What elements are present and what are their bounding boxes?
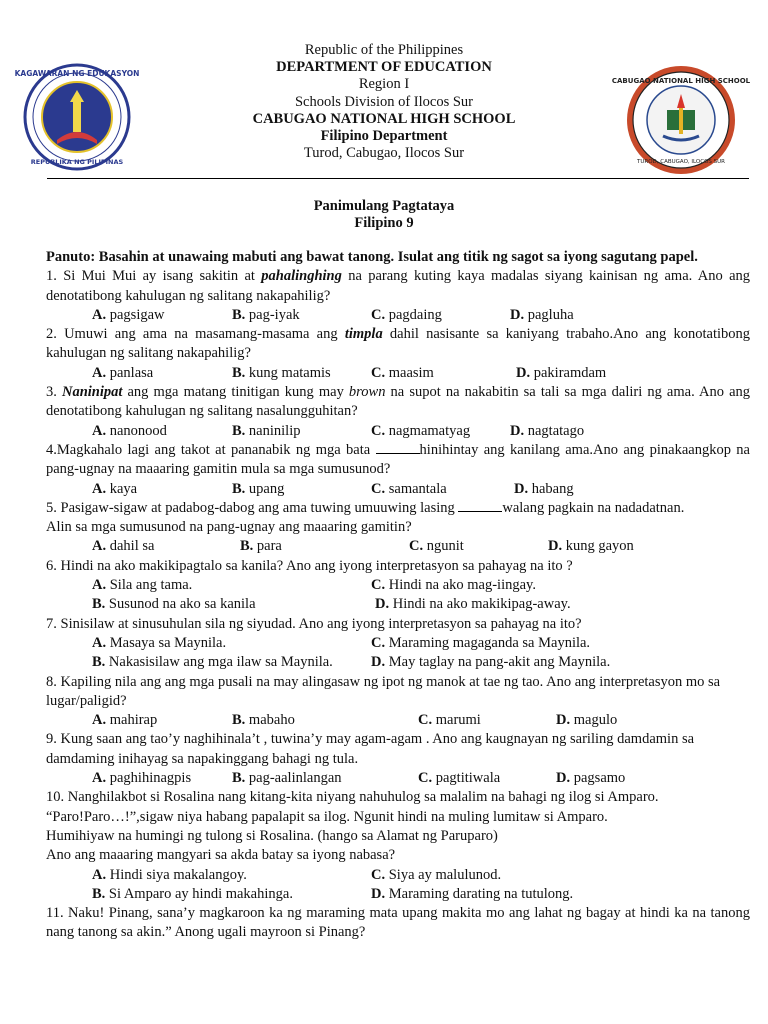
svg-text:KAGAWARAN NG EDUKASYON: KAGAWARAN NG EDUKASYON	[14, 69, 140, 78]
title-line-2: Filipino 9	[354, 215, 414, 231]
letterhead	[0, 42, 768, 162]
choices-7-row2: B. Nakasisilaw ang mga ilaw sa Maynila. D. May taglay na pang-akit ang Maynila.	[92, 654, 611, 671]
choices-9: A. paghihinagpis B. pag-aalinlangan C. pagtitiwala D. pagsamo	[92, 770, 626, 787]
question-4: 4.Magkahalo lagi ang takot at pananabik ng mga bata hinihintay ang kanilang ama.Ano ang pinakaangkop na pang-ugnay na maaaring gamitin mula sa mga sumusunod?	[46, 441, 750, 478]
department-name: Filipino Department	[320, 128, 448, 145]
header-divider	[47, 178, 749, 179]
address-line: Turod, Cabugao, Ilocos Sur	[303, 145, 465, 162]
choices-6-row1: A. Sila ang tama. C. Hindi na ako mag-iingay.	[92, 577, 536, 594]
svg-text:TUROD, CABUGAO, ILOCOS SUR: TUROD, CABUGAO, ILOCOS SUR	[637, 159, 725, 165]
department-line: DEPARTMENT OF EDUCATION	[276, 59, 492, 76]
question-5: 5. Pasigaw-sigaw at padabog-dabog ang ama tuwing umuuwing lasing walang pagkain na nadadatnan.	[46, 499, 685, 516]
division-line: Schools Division of Ilocos Sur	[294, 93, 474, 110]
question-9: 9. Kung saan ang tao’y naghihinala’t , tuwina’y may agam-agam . Ano ang kaugnayan ng sariling damdamin sa damdaming inihayag sa napakinggang bahagi ng tula.	[46, 731, 695, 767]
choices-4: A. kaya B. upang C. samantala D. habang	[92, 480, 574, 497]
title-line-1: Panimulang Pagtataya	[313, 198, 455, 214]
choices-10-row1: A. Hindi siya makalangoy. C. Siya ay malulunod.	[92, 866, 502, 883]
instructions: Panuto: Basahin at unawaing mabuti ang bawat tanong. Isulat ang titik ng sagot sa iyong sagutang papel.	[46, 249, 698, 265]
choices-1: A. pagsigaw B. pag-iyak C. pagdaing D. pagluha	[92, 306, 574, 323]
questions	[46, 248, 750, 943]
choices-6-row2: B. Susunod na ako sa kanila D. Hindi na ako makikipag-away.	[92, 596, 571, 613]
region-line: Region I	[358, 76, 410, 93]
choices-7-row1: A. Masaya sa Maynila. C. Maraming magaganda sa Maynila.	[92, 634, 591, 651]
choices-10-row2: B. Si Amparo ay hindi makahinga. D. Maraming darating na tutulong.	[92, 885, 574, 902]
test-title	[0, 198, 768, 232]
question-10-line-4: Ano ang maaaring mangyari sa akda batay sa iyong nabasa?	[46, 847, 396, 864]
choices-2: A. panlasa B. kung matamis C. maasim D. pakiramdam	[92, 364, 607, 381]
choices-8: A. mahirap B. mabaho C. marumi D. magulo	[92, 712, 618, 729]
question-5-prompt: Alin sa mga sumusunod na pang-ugnay ang maaaring gamitin?	[46, 519, 412, 536]
question-8: 8. Kapiling nila ang ang mga pusali na may alingasaw ng ipot ng manok at tae ng tao. Ano ang interpretasyon mo sa lugar/paligid?	[46, 673, 721, 709]
question-1: 1. Si Mui Mui ay isang sakitin at pahalinghing na parang kuting kaya madalas siyang kainisan ng ama. Ano ang denotatibong kahulugan ng salitang nakapahilig?	[46, 268, 750, 304]
school-name: CABUGAO NATIONAL HIGH SCHOOL	[252, 110, 516, 127]
question-6: 6. Hindi na ako makikipagtalo sa kanila? Ano ang iyong interpretasyon sa pahayag na ito ?	[46, 557, 573, 574]
answer-blank	[458, 511, 502, 512]
svg-text:REPUBLIKA NG PILIPINAS: REPUBLIKA NG PILIPINAS	[30, 158, 124, 166]
question-10-line-2: “Paro!Paro…!”,sigaw niya habang papalapit sa ilog. Ngunit hindi na muling lumitaw si Amparo.	[46, 808, 608, 825]
question-3: 3. Naninipat ang mga matang tinitigan kung may brown na supot na nakabitin sa tali sa mga daliri ng ama. Ano ang denotatibong kahulugan ng salitang nasalungguhitan?	[46, 384, 750, 420]
answer-blank	[376, 453, 420, 454]
choices-5: A. dahil sa B. para C. ngunit D. kung gayon	[92, 538, 634, 555]
question-11: 11. Naku! Pinang, sana’y magkaroon ka ng maraming mata upang makita mo ang lahat ng bagay at hindi ka na tanong nang tanong sa akin.” Anong ugali mayroon si Pinang?	[46, 905, 750, 941]
choices-3: A. nanonood B. naninilip C. nagmamatyag D. nagtatago	[92, 422, 585, 439]
question-7: 7. Sinisilaw at sinusuhulan sila ng siyudad. Ano ang iyong interpretasyon sa pahayag na ito?	[46, 615, 582, 632]
question-10-line-3: Humihiyaw na humingi ng tulong si Rosalina. (hango sa Alamat ng Paruparo)	[46, 827, 498, 844]
republic-line: Republic of the Philippines	[304, 42, 464, 58]
svg-text:CABUGAO NATIONAL HIGH SCHOOL: CABUGAO NATIONAL HIGH SCHOOL	[611, 77, 751, 85]
question-10-line-1: 10. Nanghilakbot si Rosalina nang kitang-kita niyang nahuhulog sa malalim na bahagi ng ilog si Amparo.	[46, 789, 659, 806]
question-2: 2. Umuwi ang ama na masamang-masama ang timpla dahil nasisante sa kaniyang trabaho.Ano ang konotatibong kahulugan ng salitang nakapahilig?	[46, 326, 750, 362]
